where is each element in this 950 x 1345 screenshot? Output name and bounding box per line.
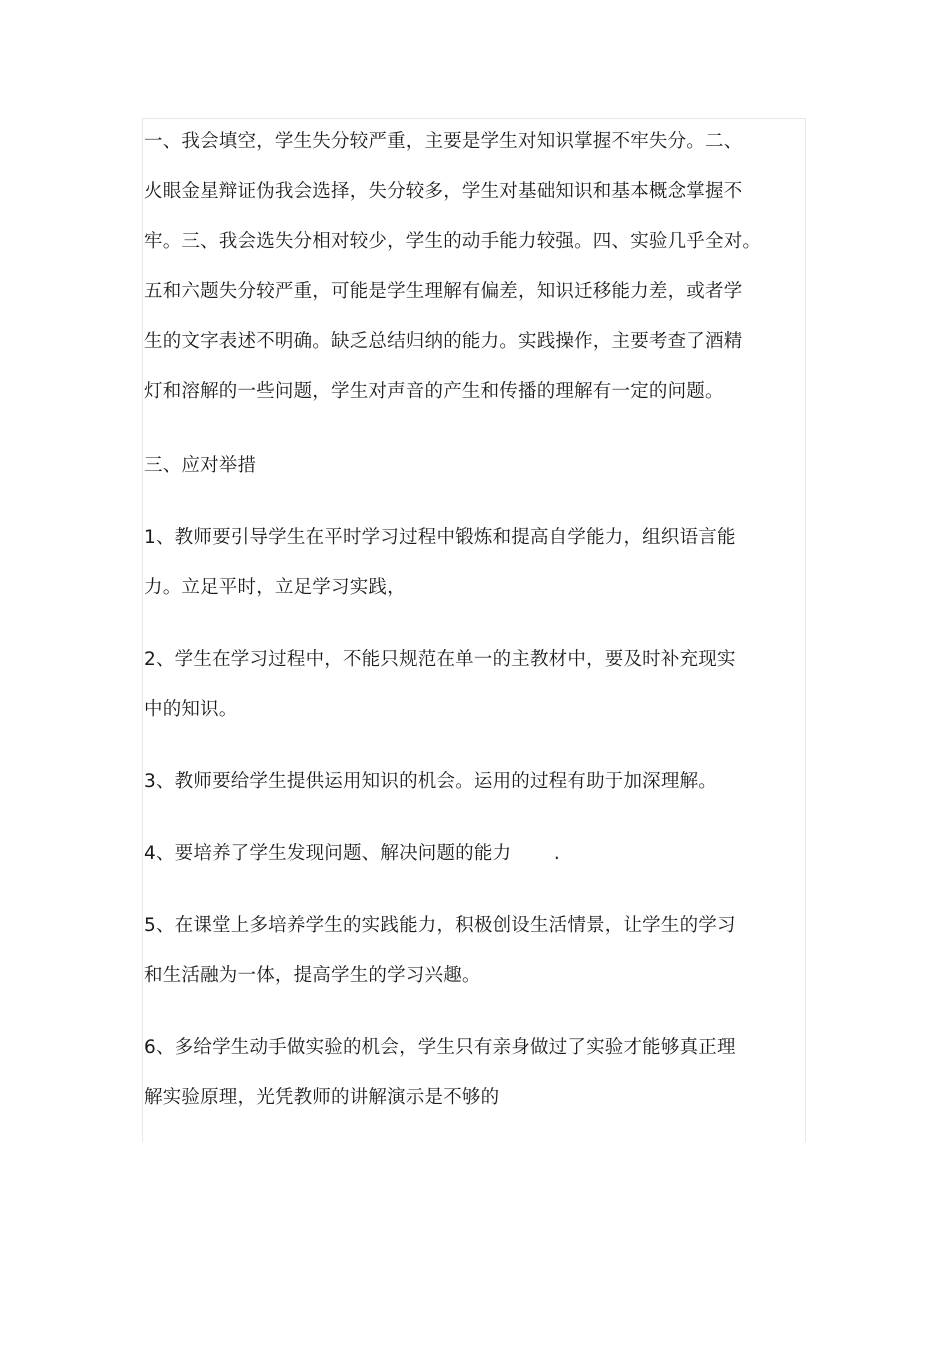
measure-item-3 bbox=[144, 762, 764, 812]
paragraph-line: 火眼金星辩证伪我会选择，失分较多，学生对基础知识和基本概念掌握不 bbox=[144, 181, 743, 202]
measure-line: 1、教师要引导学生在平时学习过程中锻炼和提高自学能力，组织语言能 bbox=[144, 527, 736, 548]
measure-item-4 bbox=[144, 834, 764, 884]
paragraph-line: 一、我会填空，学生失分较严重，主要是学生对知识掌握不牢失分。二、 bbox=[144, 131, 743, 152]
analysis-paragraph bbox=[144, 122, 764, 422]
paragraph-line: 灯和溶解的一些问题，学生对声音的产生和传播的理解有一定的问题。 bbox=[144, 381, 724, 402]
paragraph-line: 五和六题失分较严重，可能是学生理解有偏差，知识迁移能力差，或者学 bbox=[144, 281, 743, 302]
measure-item-5 bbox=[144, 906, 764, 1006]
measure-line: 2、学生在学习过程中，不能只规范在单一的主教材中，要及时补充现实 bbox=[144, 649, 736, 670]
measure-line: 3、教师要给学生提供运用知识的机会。运用的过程有助于加深理解。 bbox=[144, 771, 717, 792]
measure-line: 5、在课堂上多培养学生的实践能力，积极创设生活情景，让学生的学习 bbox=[144, 915, 736, 936]
measure-line: 解实验原理，光凭教师的讲解演示是不够的 bbox=[144, 1087, 500, 1108]
paragraph-line: 生的文字表述不明确。缺乏总结归纳的能力。实践操作，主要考查了酒精 bbox=[144, 331, 743, 352]
paragraph-line: 牢。三、我会选失分相对较少，学生的动手能力较强。四、实验几乎全对。 bbox=[144, 231, 762, 252]
measure-line: 中的知识。 bbox=[144, 699, 238, 720]
measure-line: 和生活融为一体，提高学生的学习兴趣。 bbox=[144, 965, 481, 986]
section-heading: 三、应对举措 bbox=[144, 455, 257, 476]
measure-item-6 bbox=[144, 1028, 764, 1128]
measure-line: 力。立足平时，立足学习实践， bbox=[144, 577, 406, 598]
measure-item-2 bbox=[144, 640, 764, 740]
measure-item-1 bbox=[144, 518, 764, 618]
measure-line: 6、多给学生动手做实验的机会，学生只有亲身做过了实验才能够真正理 bbox=[144, 1037, 736, 1058]
measure-line: 4、要培养了学生发现问题、解决问题的能力 . bbox=[144, 843, 560, 864]
document-body bbox=[144, 122, 764, 1128]
